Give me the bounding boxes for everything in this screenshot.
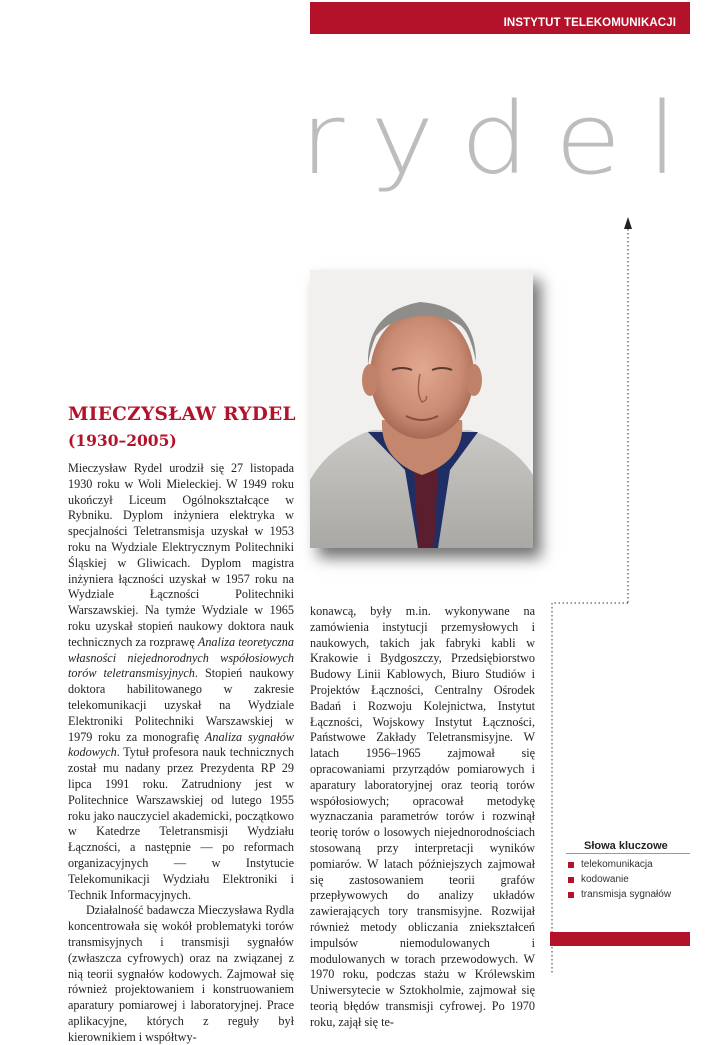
- bio-text: Mieczysław Rydel urodził się 27 listopada 1930 roku w Woli Mieleckiej. W 1949 roku ukończył Liceum Ogólnokształcące w Rybniku. Dyplom inżyniera elektryka w specjalności Teletransmisja uzyskał w 1953 roku na Wydziale Elektrycznym Politechniki Śląskiej w Gliwicach. Dyplom magistra inżyniera łączności uzyskał w 1957 roku na Wydziale Łączności Politechniki Warszawskiej. Na tymże Wydziale w 1965 roku uzyskał stopień naukowy doktora nauk technicznych za rozprawę: [68, 461, 294, 649]
- bio-text: . Tytuł profesora nauk technicznych został mu nadany przez Prezydenta RP 29 lipca 1991 roku. Zatrudniony jest w Politechnice Warszawskiej od lutego 1955 roku jako nauczyciel akademicki, początkowo w Katedrze Teletransmisji Wydziału Łączności, a następnie — po reformach organizacyjnych — w Instytucie Telekomunikacji Wydziału Elektroniki i Technik Informacyjnych.: [68, 745, 294, 902]
- institution-name: INSTYTUT TELEKOMUNIKACJI: [503, 17, 676, 29]
- portrait-photo: [310, 270, 533, 548]
- square-bullet-icon: [568, 892, 574, 898]
- bio-text: . Stopień naukowy doktora habilitowanego w zakresie telekomunikacji uzyskał na Wydziale Elektroniki Politechniki Warszawskiej w 1979 roku za monografię: [68, 666, 295, 744]
- keyword-item: [568, 887, 671, 902]
- square-bullet-icon: [568, 862, 574, 868]
- dissertation-title: Analiza teoretyczna własności niejednorodnych współosiowych torów teletransmisyjnych: [68, 634, 294, 681]
- bio-paragraph: [68, 461, 294, 903]
- keyword-item: [568, 872, 671, 887]
- bio-paragraph: Działalność badawcza Mieczysława Rydla koncentrowała się wokół problematyki torów transmisyjnych i transmisji sygnałów (zwłaszcza cyfrowych) oraz na związanej z nią teorii sygnałów kodowych. Zajmował się również projektowaniem i konstruowaniem aparatury pomiarowej i laboratoryjnej. Prace aplikacyjne, których z reguły był kierownikiem i współtwy-: [68, 903, 294, 1044]
- life-years: (1930–2005): [68, 431, 177, 450]
- keyword-label: telekomunikacja: [581, 859, 653, 870]
- square-bullet-icon: [568, 877, 574, 883]
- connector-arrowhead: [624, 217, 632, 229]
- bio-column-right: [310, 604, 535, 1031]
- keywords-title: Słowa kluczowe: [584, 840, 668, 852]
- keywords-list: [568, 857, 671, 902]
- person-name: MIECZYSŁAW RYDEL: [68, 404, 296, 425]
- keyword-label: transmisja sygnałów: [581, 889, 672, 900]
- bio-column-left: [68, 461, 294, 1045]
- surname-watermark: rydel: [300, 81, 704, 197]
- keyword-label: kodowanie: [581, 874, 629, 885]
- keywords-divider: [566, 853, 690, 854]
- monograph-title: Analiza sygnałów kodowych: [68, 729, 294, 760]
- header-bar: [310, 2, 690, 34]
- footer-accent-bar: [550, 932, 690, 946]
- keyword-item: [568, 857, 671, 872]
- bio-paragraph: konawcą, były m.in. wykonywane na zamówienia instytucji przemysłowych i naukowych, takich jak fabryki kabli w Krakowie i Bydgoszczy, Przedsiębiorstwo Budowy Linii Kablowych, Biuro Studiów i Projektów Łączności, Centralny Ośrodek Badań i Rozwoju Kolejnictwa, Instytut Łączności, Wojskowy Instytut Łączności, Państwowe Zakłady Teletransmisyjne. W latach 1956–1965 zajmował się opracowaniami przyrządów pomiarowych i aparatury laboratoryjnej oraz teorią torów współosiowych; opracował metodykę wyznaczania parametrów torów i rozwinął teorię torów o losowych niejednorodnościach stosowaną przy interpretacji wyników pomiarów. W latach późniejszych zajmował się zastosowaniem teorii grafów przepływowych do analizy układów zawierających tory transmisyjne. Rozwijał również metody obliczania zniekształceń impulsów niemodulowanych i modulowanych w torach przewodowych. W 1970 roku, podczas stażu w Królewskim Uniwersytecie w Sztokholmie, zajmował się teorią błędów transmisji cyfrowej. Po 1970 roku, zajął się te-: [310, 604, 535, 1029]
